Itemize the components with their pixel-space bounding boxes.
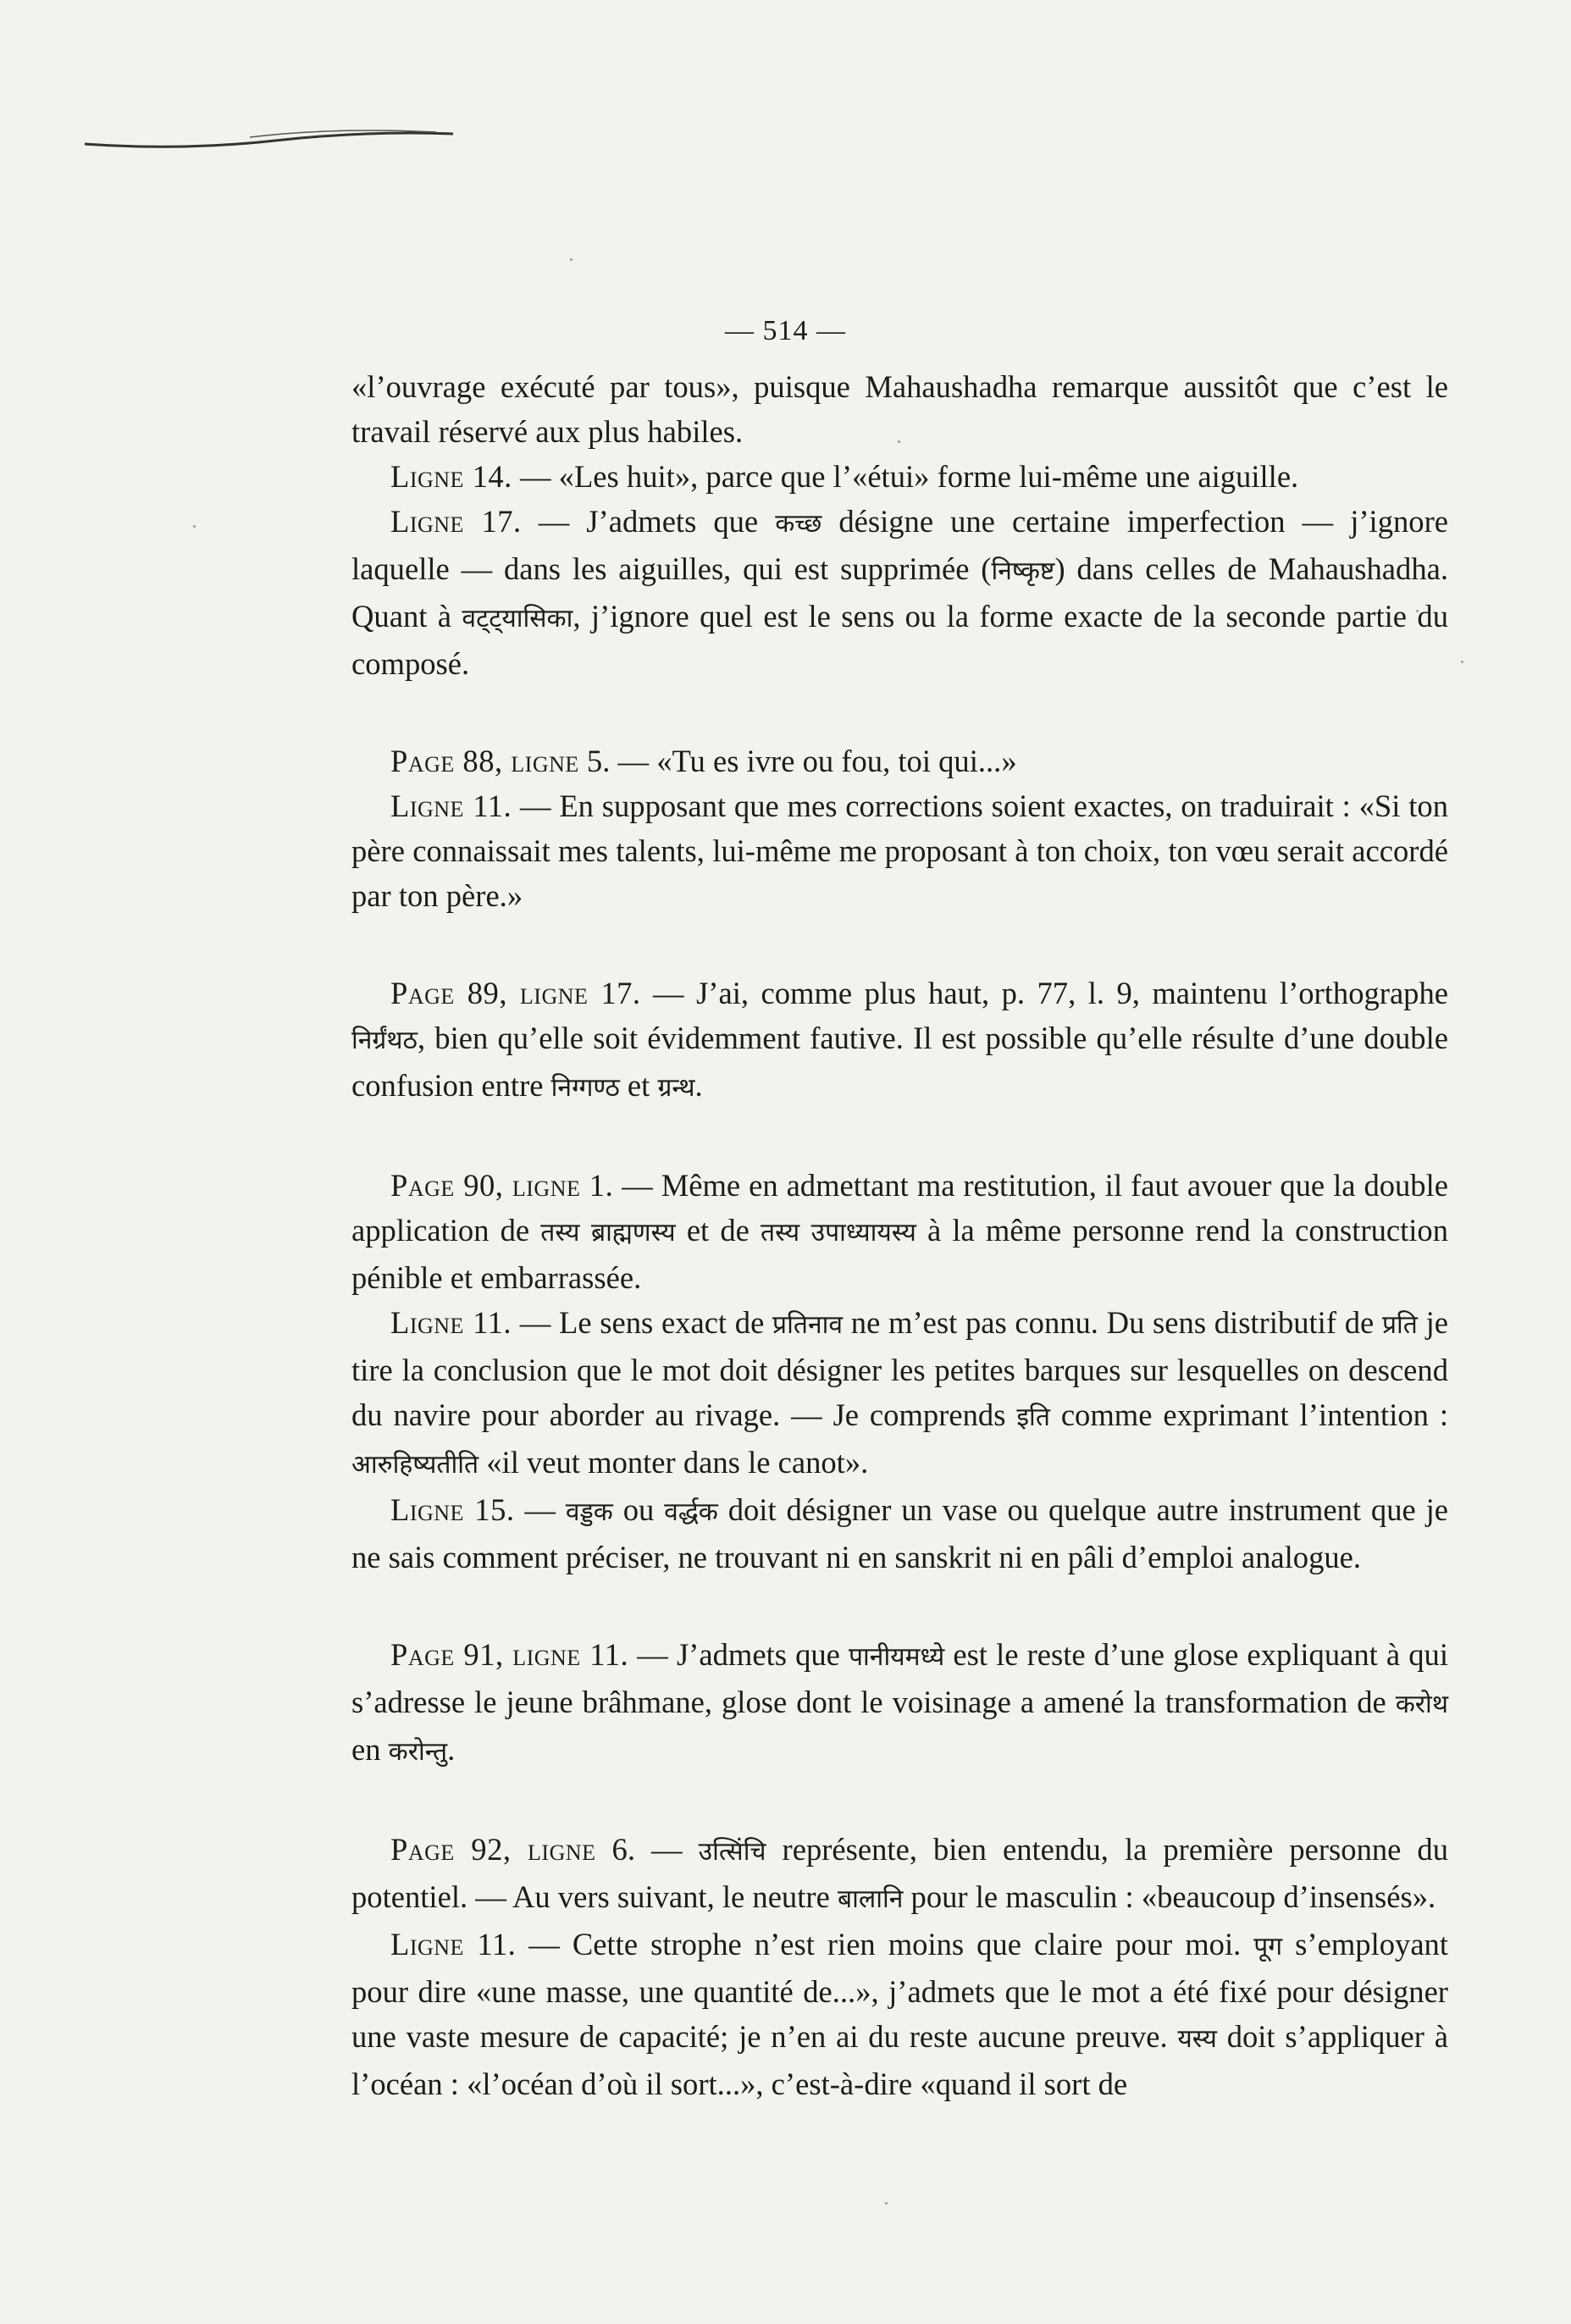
sanskrit-term: करोन्तु bbox=[388, 1737, 448, 1767]
sanskrit-term: प्रति bbox=[1381, 1310, 1418, 1340]
paragraph bbox=[351, 1632, 1448, 1774]
text-run: je tire la conclusion que le mot doit désigner les petites barques sur lesquelles on descend du navire pour aborder au rivage. — Je comprends bbox=[351, 1305, 1449, 1432]
text-run: ) dans celles de Mahaushadha. Quant à bbox=[351, 551, 1448, 634]
reference-label: Ligne 11. bbox=[390, 1305, 512, 1340]
reference-label: Page 89, ligne 17. bbox=[390, 976, 641, 1010]
sanskrit-term: कच्छ bbox=[775, 509, 822, 539]
text-run: comme exprimant l’intention : bbox=[1049, 1397, 1448, 1432]
text-run: représente, bien entendu, la première personne du potentiel. — Au vers suivant, le neutre bbox=[351, 1832, 1448, 1914]
sanskrit-term: निष्कृष्ट bbox=[991, 556, 1055, 586]
sanskrit-term: प्रतिनाव bbox=[772, 1310, 844, 1340]
paragraph bbox=[351, 1300, 1448, 1487]
text-run: — «Les huit», parce que l’«étui» forme lui-même une aiguille. bbox=[512, 459, 1299, 494]
text-run: doit désigner un vase ou quelque autre instrument que je ne sais comment préciser, ne trouvant ni en sanskrit ni en pâli d’emploi analogue. bbox=[351, 1492, 1448, 1574]
text-run: à la même personne rend la construction pénible et embarrassée. bbox=[351, 1213, 1448, 1295]
paragraph bbox=[351, 1487, 1448, 1580]
text-run: pour le masculin : «beaucoup d’insensés». bbox=[903, 1879, 1436, 1914]
text-run: est le reste d’une glose expliquant à qui s’adresse le jeune brâhmane, glose dont le voisinage a amené la transformation de bbox=[351, 1637, 1449, 1719]
text-run: — Cette strophe n’est rien moins que claire pour moi. bbox=[516, 1927, 1254, 1962]
text-run: , j’ignore quel est le sens ou la forme exacte de la seconde partie du composé. bbox=[351, 599, 1448, 681]
page-number: — 514 — bbox=[725, 315, 846, 346]
sanskrit-term: तस्य ब्राह्मणस्य bbox=[540, 1218, 676, 1248]
paragraph bbox=[351, 1827, 1448, 1922]
text-run: — En supposant que mes corrections soient exactes, on traduirait : «Si ton père connaissait mes talents, lui-même me proposant à ton choix, ton vœu serait accordé par ton père.» bbox=[351, 788, 1448, 913]
sanskrit-term: पानीयमध्ये bbox=[848, 1642, 945, 1672]
text-run: — J’admets que bbox=[521, 504, 776, 539]
text-run: — Même en admettant ma restitution, il faut avouer que la double application de bbox=[351, 1168, 1448, 1248]
text-run: — J’ai, comme plus haut, p. 77, l. 9, maintenu l’orthographe bbox=[640, 976, 1448, 1010]
text-run: ou bbox=[612, 1492, 665, 1527]
sanskrit-term: ग्रन्थ bbox=[657, 1073, 695, 1103]
sanskrit-term: वड्डक bbox=[565, 1497, 613, 1527]
text-run: 5. — «Tu es ivre ou fou, toi qui...» bbox=[578, 744, 1017, 778]
text-run: en bbox=[351, 1732, 389, 1767]
text-run: «il veut monter dans le canot». bbox=[478, 1445, 869, 1480]
text-run: 6. — bbox=[595, 1832, 699, 1867]
sanskrit-term: बालानि bbox=[837, 1884, 904, 1914]
text-run: , bien qu’elle soit évidemment fautive. Il est possible qu’elle résulte d’une double confusion entre bbox=[351, 1021, 1448, 1103]
text-run: et de bbox=[675, 1213, 761, 1248]
text-run: ne m’est pas connu. Du sens distributif de bbox=[843, 1305, 1382, 1340]
paragraph bbox=[351, 971, 1448, 1110]
reference-label: Page 91, ligne 11. bbox=[390, 1637, 629, 1672]
reference-label: Ligne 14. bbox=[390, 459, 512, 494]
text-run: . bbox=[694, 1068, 703, 1103]
reference-label: Ligne 11. bbox=[390, 1927, 517, 1962]
body-text bbox=[351, 364, 1448, 2106]
paragraph bbox=[351, 454, 1448, 499]
paragraph bbox=[351, 499, 1448, 686]
text-run: — Le sens exact de bbox=[512, 1305, 773, 1340]
sanskrit-term: निग्गण्ठ bbox=[550, 1073, 620, 1103]
reference-label: Page 92, ligne bbox=[390, 1832, 596, 1867]
text-run: doit s’appliquer à l’océan : «l’océan d’où il sort...», c’est-à-dire «quand il sort de bbox=[351, 2019, 1448, 2101]
sanskrit-term: यस्य bbox=[1177, 2024, 1217, 2054]
reference-label: Page 88, ligne bbox=[390, 744, 579, 778]
text-run: désigne une certaine imperfection — j’ignore laquelle — dans les aiguilles, qui est supprimée ( bbox=[351, 504, 1448, 586]
text-run: — bbox=[514, 1492, 566, 1527]
text-run: et bbox=[619, 1068, 658, 1103]
reference-label: Ligne 11. bbox=[390, 788, 512, 823]
reference-label: Ligne 15. bbox=[390, 1492, 515, 1527]
reference-label: Page 90, ligne 1. bbox=[390, 1168, 614, 1203]
paragraph bbox=[351, 783, 1448, 918]
text-run: «l’ouvrage exécuté par tous», puisque Mahaushadha remarque aussitôt que c’est le travail réservé aux plus habiles. bbox=[351, 369, 1448, 449]
sanskrit-term: उत्सिंचि bbox=[698, 1837, 766, 1867]
text-run: s’employant pour dire «une masse, une quantité de...», j’admets que le mot a été fixé pour désigner une vaste mesure de capacité; je n’en ai du reste aucune preuve. bbox=[351, 1927, 1449, 2054]
text-run: . bbox=[447, 1732, 456, 1767]
paragraph bbox=[351, 364, 1448, 454]
paragraph bbox=[351, 1163, 1448, 1300]
sanskrit-term: इति bbox=[1016, 1403, 1050, 1432]
sanskrit-term: वट्ट्यासिका bbox=[462, 604, 573, 634]
paragraph bbox=[351, 1922, 1448, 2106]
paragraph bbox=[351, 739, 1448, 783]
sanskrit-term: निर्ग्रंथठ bbox=[351, 1026, 418, 1055]
sanskrit-term: तस्य उपाध्यायस्य bbox=[761, 1218, 916, 1248]
text-run: — J’admets que bbox=[628, 1637, 849, 1672]
sanskrit-term: वर्द्धक bbox=[664, 1497, 718, 1527]
sanskrit-term: पूग bbox=[1253, 1932, 1283, 1962]
sanskrit-term: करोथ bbox=[1395, 1690, 1448, 1719]
sanskrit-term: आरुहिष्यतीति bbox=[351, 1450, 479, 1480]
reference-label: Ligne 17. bbox=[390, 504, 522, 539]
ink-stroke-mark bbox=[80, 119, 521, 169]
